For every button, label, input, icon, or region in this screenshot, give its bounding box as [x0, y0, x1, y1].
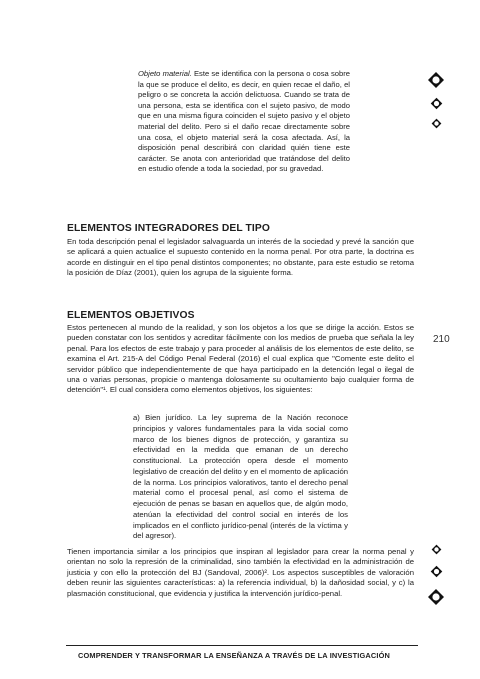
- intro-text: Este se identifica con la persona o cosa sobre la que se produce el delito, es decir, en quien recae el daño, el peligro o se concreta la acción delictuosa. Cuando se trata de una persona, esta se identifica con el sujeto pasivo, de modo que en una misma figura coinciden el sujeto pasivo y el objeto material del delito. Pero si el daño recae directamente sobre una cosa, el objeto material será la cosa afectada. Así, la disposición penal describirá con claridad quién tiene este carácter. Se anota con anterioridad que tratándose del delito en estudio ofende a toda la sociedad, por su gravedad.: [138, 69, 351, 174]
- section1-paragraph: En toda descripción penal el legislador salvaguarda un interés de la sociedad y prevé la sanción que se aplicará a quien actualice el supuesto contenido en la norma penal. Por otra parte, la doctrina es acorde en distinguir en el tipo penal distintos componentes; no obstante, para este estudio se retoma la posición de Díaz (2001), quien los agrupa de la siguiente forma.: [67, 237, 414, 278]
- running-footer: COMPRENDER Y TRANSFORMAR LA ENSEÑANZA A TRAVÉS DE LA INVESTIGACIÓN: [78, 651, 390, 660]
- section2-paragraph: Estos pertenecen al mundo de la realidad, y son los objetos a los que se dirige la acción. Estos se pueden constatar con los sentidos y acreditar fácilmente con los medios de prueba que señala la ley penal. Para los efectos de este trabajo y para proceder al análisis de los elementos de este delito, se examina el Art. 215-A del Código Penal Federal (2016) el cual explica que "Comente este delito el servidor público que independientemente de que haya participado en la detención legal o ilegal de una o varias personas, propicie o mantenga dolosamente su ocultamiento bajo cualquier forma de detención"¹. El cual considera como elementos objetivos, los siguientes:: [67, 323, 414, 395]
- ornament-small-icon: [431, 544, 442, 555]
- section-heading-objetivos: ELEMENTOS OBJETIVOS: [67, 310, 195, 321]
- intro-paragraph: [138, 69, 350, 175]
- footer-divider: [66, 645, 418, 646]
- intro-lead: Objeto material.: [138, 69, 192, 78]
- ornament-small-icon: [431, 118, 442, 129]
- page-number: 210: [433, 334, 450, 345]
- indented-quote: a) Bien jurídico. La ley suprema de la Nación reconoce principios y valores fundamentales para la vida social como marco de los bienes dignos de protección, y garantiza su efectividad en la medida que emanan de un derecho constitucional. La protección opera desde el momento legislativo de creación del delito y en el momento de aplicación de la norma. Los principios valorativos, tanto el derecho penal material como el procesal penal, así como el sistema de ejecución de penas se basan en aquellos que, de algún modo, atenúan la efectividad del control social en interés de los implicados en el conflicto jurídico-penal (interés de la víctima y del agresor).: [133, 413, 348, 541]
- ornament-medium-icon: [430, 565, 443, 578]
- ornament-large-icon: [427, 588, 445, 606]
- ornament-large-icon: [427, 71, 445, 89]
- section-heading-integradores: ELEMENTOS INTEGRADORES DEL TIPO: [67, 223, 270, 234]
- ornament-medium-icon: [430, 97, 443, 110]
- closing-paragraph: Tienen importancia similar a los principios que inspiran al legislador para crear la norma penal y orientan no solo la represión de la criminalidad, sino también la efectividad en la administración de justicia y con ello la protección del BJ (Sandoval, 2006)². Los aspectos susceptibles de valoración deben reunir las siguientes características: a) la referencia individual, b) la dañosidad social, y c) la plasmación constitucional, que evidencia y justifica la intervención jurídico-penal.: [67, 547, 414, 598]
